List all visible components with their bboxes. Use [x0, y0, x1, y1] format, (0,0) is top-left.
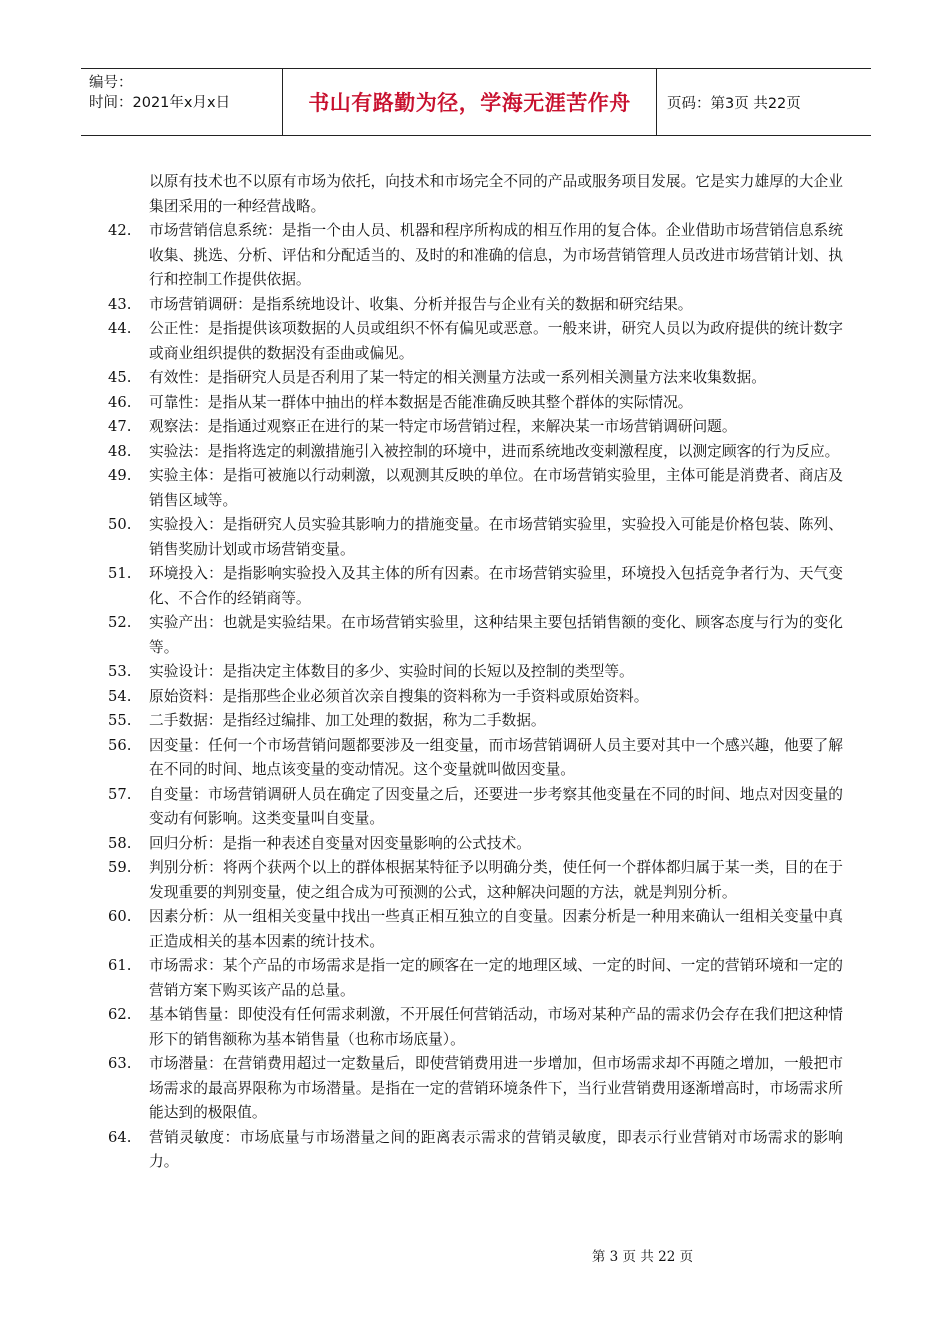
footer-page-number: 第 3 页 共 22 页 — [591, 1249, 694, 1265]
item-text: 判别分析：将两个获两个以上的群体根据某特征予以明确分类，使任何一个群体都归属于某一类，目的在于发现重要的判别变量，使之组合成为可预测的公式，这种解决问题的方法，就是判别分析。 — [149, 859, 843, 901]
item-text: 环境投入：是指影响实验投入及其主体的所有因素。在市场营销实验里，环境投入包括竞争者行为、天气变化、不合作的经销商等。 — [149, 565, 843, 607]
item-text: 因素分析：从一组相关变量中找出一些真正相互独立的自变量。因素分析是一种用来确认一组相关变量中真正造成相关的基本因素的统计技术。 — [149, 908, 843, 950]
definition-item — [108, 513, 843, 562]
item-number: 63. — [108, 1055, 132, 1072]
item-text: 市场营销信息系统：是指一个由人员、机器和程序所构成的相互作用的复合体。企业借助市场营销信息系统收集、挑选、分析、评估和分配适当的、及时的和准确的信息，为市场营销管理人员改进市场营销计划、执行和控制工作提供依据。 — [149, 222, 843, 288]
item-text: 基本销售量：即使没有任何需求刺激，不开展任何营销活动，市场对某种产品的需求仍会存在我们把这种情形下的销售额称为基本销售量（也称市场底量）。 — [149, 1006, 843, 1048]
item-text: 原始资料：是指那些企业必须首次亲自搜集的资料称为一手资料或原始资料。 — [149, 687, 649, 705]
definition-item — [108, 317, 843, 366]
item-number: 44. — [108, 320, 132, 337]
page-footer — [0, 1245, 950, 1265]
item-number: 58. — [108, 834, 132, 852]
item-number: 50. — [108, 516, 132, 533]
item-number: 62. — [108, 1006, 132, 1023]
item-text: 实验法：是指将选定的刺激措施引入被控制的环境中，进而系统地改变刺激程度，以测定顾客的行为反应。 — [149, 442, 840, 460]
item-number: 61. — [108, 957, 132, 974]
page-header — [81, 68, 871, 136]
item-text: 回归分析：是指一种表述自变量对因变量影响的公式技术。 — [149, 834, 531, 852]
item-text: 实验设计：是指决定主体数目的多少、实验时间的长短以及控制的类型等。 — [149, 663, 634, 680]
time-label: 时间：2021年x月x日 — [89, 95, 231, 111]
item-text: 有效性：是指研究人员是否利用了某一特定的相关测量方法或一系列相关测量方法来收集数据。 — [149, 369, 766, 386]
definition-item — [108, 366, 843, 391]
definition-item — [108, 685, 843, 710]
definition-item — [108, 734, 843, 783]
definition-item — [108, 611, 843, 660]
item-text: 市场营销调研：是指系统地设计、收集、分析并报告与企业有关的数据和研究结果。 — [149, 295, 693, 313]
header-page-info: 页码：第3页 共22页 — [667, 95, 801, 112]
definition-item — [108, 1052, 843, 1126]
item-number: 55. — [108, 712, 132, 729]
document-body — [108, 170, 843, 1175]
intro-paragraph: 以原有技术也不以原有市场为依托，向技术和市场完全不同的产品或服务项目发展。它是实力雄厚的大企业集团采用的一种经营战略。 — [149, 173, 843, 215]
item-number: 49. — [108, 467, 132, 484]
item-number: 57. — [108, 785, 132, 803]
item-number: 48. — [108, 442, 132, 460]
item-number: 43. — [108, 295, 132, 313]
definition-item — [108, 856, 843, 905]
definition-item — [108, 464, 843, 513]
item-number: 64. — [108, 1128, 132, 1146]
item-text: 实验主体：是指可被施以行动刺激，以观测其反映的单位。在市场营销实验里，主体可能是消费者、商店及销售区域等。 — [149, 467, 843, 509]
item-number: 51. — [108, 565, 132, 582]
item-text: 市场潜量：在营销费用超过一定数量后，即使营销费用进一步增加，但市场需求却不再随之增加，一般把市场需求的最高界限称为市场潜量。是指在一定的营销环境条件下，当行业营销费用逐渐增高时，市场需求所能达到的极限值。 — [149, 1055, 843, 1121]
item-number: 60. — [108, 908, 132, 925]
item-number: 46. — [108, 393, 132, 411]
definition-item — [108, 954, 843, 1003]
item-text: 市场需求：某个产品的市场需求是指一定的顾客在一定的地理区域、一定的时间、一定的营销环境和一定的营销方案下购买该产品的总量。 — [149, 957, 843, 999]
item-number: 53. — [108, 663, 132, 680]
serial-label: 编号： — [89, 75, 133, 91]
item-text: 因变量：任何一个市场营销问题都要涉及一组变量，而市场营销调研人员主要对其中一个感兴趣，他要了解在不同的时间、地点该变量的变动情况。这个变量就叫做因变量。 — [149, 736, 843, 778]
definition-item — [108, 219, 843, 293]
definition-item — [108, 1003, 843, 1052]
definition-item — [108, 415, 843, 440]
definition-list — [108, 219, 843, 1175]
item-text: 公正性：是指提供该项数据的人员或组织不怀有偏见或恶意。一般来讲，研究人员以为政府提供的统计数字或商业组织提供的数据没有歪曲或偏见。 — [149, 320, 843, 362]
definition-item — [108, 1126, 843, 1175]
definition-item — [108, 562, 843, 611]
item-text: 可靠性：是指从某一群体中抽出的样本数据是否能准确反映其整个群体的实际情况。 — [149, 393, 693, 411]
item-text: 自变量：市场营销调研人员在确定了因变量之后，还要进一步考察其他变量在不同的时间、地点对因变量的变动有何影响。这类变量叫自变量。 — [149, 785, 843, 827]
definition-item — [108, 293, 843, 318]
definition-item — [108, 440, 843, 465]
item-number: 42. — [108, 222, 132, 239]
definition-item — [108, 832, 843, 857]
item-number: 47. — [108, 418, 132, 435]
definition-item — [108, 783, 843, 832]
item-number: 56. — [108, 736, 132, 754]
header-motto: 书山有路勤为径，学海无涯苦作舟 — [283, 69, 657, 135]
definition-item — [108, 391, 843, 416]
item-number: 52. — [108, 614, 132, 631]
item-text: 营销灵敏度：市场底量与市场潜量之间的距离表示需求的营销灵敏度，即表示行业营销对市场需求的影响力。 — [149, 1128, 843, 1170]
item-text: 实验投入：是指研究人员实验其影响力的措施变量。在市场营销实验里，实验投入可能是价格包装、陈列、销售奖励计划或市场营销变量。 — [149, 516, 843, 558]
header-meta — [81, 69, 283, 135]
item-text: 观察法：是指通过观察正在进行的某一特定市场营销过程，来解决某一市场营销调研问题。 — [149, 418, 737, 435]
item-text: 实验产出：也就是实验结果。在市场营销实验里，这种结果主要包括销售额的变化、顾客态度与行为的变化等。 — [149, 614, 843, 656]
item-number: 59. — [108, 859, 132, 876]
definition-item — [108, 709, 843, 734]
item-text: 二手数据：是指经过编排、加工处理的数据，称为二手数据。 — [149, 712, 546, 729]
item-number: 45. — [108, 369, 132, 386]
item-number: 54. — [108, 687, 132, 705]
definition-item — [108, 905, 843, 954]
definition-item — [108, 660, 843, 685]
